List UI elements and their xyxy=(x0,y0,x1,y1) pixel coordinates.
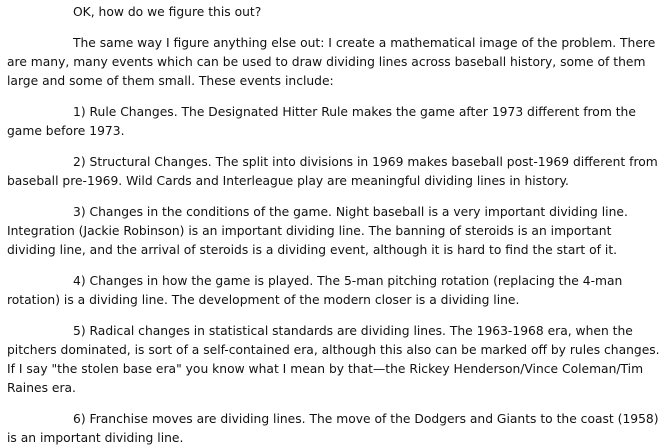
list-item-franchise-moves: 6) Franchise moves are dividing lines. The move of the Dodgers and Giants to the coast (1958) is an important dividing line. xyxy=(7,412,659,445)
list-item-statistical-standards: 5) Radical changes in statistical standards are dividing lines. The 1963-1968 era, when the pitchers dominated, is sort of a self-contained era, although this also can be marked off by rules changes. If I say "the stolen base era" you know what I mean by that—the Rickey Henderson/Vince Coleman/Tim Raines era. xyxy=(7,324,660,395)
intro-line: OK, how do we figure this out? xyxy=(73,5,262,19)
list-item-conditions-changes: 3) Changes in the conditions of the game. Night baseball is a very important dividing line. Integration (Jackie Robinson) is an important dividing line. The banning of steroids is an important dividing line, and the arrival of steroids is a dividing event, although it is hard to find the start of it. xyxy=(7,205,628,257)
document-body xyxy=(7,3,662,448)
lead-paragraph: The same way I figure anything else out: I create a mathematical image of the problem. There are many, many events which can be used to draw dividing lines across baseball history, some of them large and some of them small. These events include: xyxy=(7,36,656,88)
list-item-structural-changes: 2) Structural Changes. The split into divisions in 1969 makes baseball post-1969 different from baseball pre-1969. Wild Cards and Interleague play are meaningful dividing lines in history. xyxy=(7,155,658,188)
list-item-rule-changes: 1) Rule Changes. The Designated Hitter Rule makes the game after 1973 different from the game before 1973. xyxy=(7,105,636,138)
list-item-how-game-played: 4) Changes in how the game is played. The 5-man pitching rotation (replacing the 4-man rotation) is a dividing line. The development of the modern closer is a dividing line. xyxy=(7,274,623,307)
